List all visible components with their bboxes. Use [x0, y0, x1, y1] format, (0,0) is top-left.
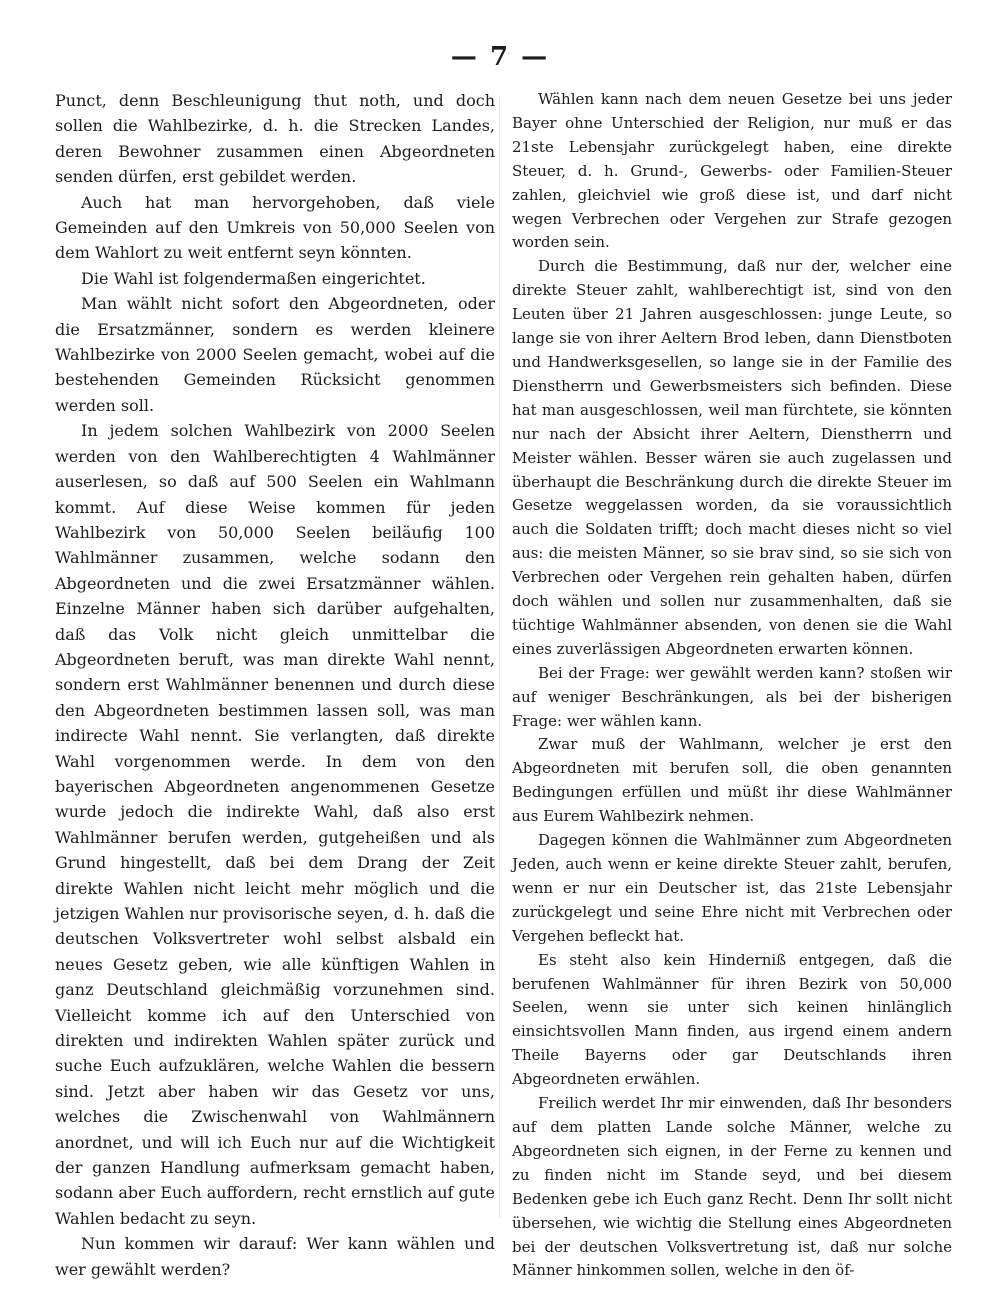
- paragraph: Man wählt nicht sofort den Abgeordneten, oder die Ersatzmänner, sondern es werden kleinere Wahlbezirke von 2000 Seelen gemacht, wobei auf die bestehenden Gemeinden Rücksicht genommen werden soll.: [55, 294, 495, 415]
- paragraph: In jedem solchen Wahlbezirk von 2000 Seelen werden von den Wahlberechtigten 4 Wahlmänner auserlesen, so daß auf 500 Seelen ein Wahlmann kommt. Auf diese Weise kommen für jeden Wahlbezirk von 50,000 Seelen beiläufig 100 Wahlmänner zusammen, welche sodann den Abgeordneten und die zwei Ersatzmänner wählen. Einzelne Männer haben sich darüber aufgehalten, daß das Volk nicht gleich unmittelbar die Abgeordneten beruft, was man direkte Wahl nennt, sondern erst Wahlmänner benennen und durch diese den Abgeordneten bestimmen lassen soll, was man indirecte Wahl nennt. Sie verlangten, daß direkte Wahl vorgenommen werde. In dem von den bayerischen Abgeordneten angenommenen Gesetze wurde jedoch die indirekte Wahl, daß also erst Wahlmänner berufen werden, gutgeheißen und als Grund hingestellt, daß bei dem Drang der Zeit direkte Wahlen nicht leicht mehr möglich und die jetzigen Wahlen nur provisorische seyen, d. h. daß die deutschen Volksvertreter wohl selbst alsbald ein neues Gesetz geben, wie alle künftigen Wahlen in ganz Deutschland gleichmäßig vorzunehmen sind. Vielleicht komme ich auf den Unterschied von direkten und indirekten Wahlen später zurück und suche Euch aufzuklären, welche Wahlen die bessern sind. Jetzt aber haben wir das Gesetz vor uns, welches die Zwischenwahl von Wahlmännern anordnet, und will ich Euch nur auf die Wichtigkeit der ganzen Handlung aufmerksam gemacht haben, sodann aber Euch auffordern, recht ernstlich auf gute Wahlen bedacht zu seyn.: [55, 421, 495, 1228]
- paragraph: Dagegen können die Wahlmänner zum Abgeordneten Jeden, auch wenn er keine direkte Steuer zahlt, berufen, wenn er nur ein Deutscher ist, das 21ste Lebensjahr zurückgelegt und seine Ehre nicht mit Verbrechen oder Vergehen befleckt hat.: [512, 831, 952, 945]
- paragraph: Wählen kann nach dem neuen Gesetze bei uns jeder Bayer ohne Unterschied der Religion, nur muß er das 21ste Lebensjahr zurückgelegt haben, eine direkte Steuer, d. h. Grund-, Gewerbs- oder Familien-Steuer zahlen, gleichviel wie groß diese ist, und darf nicht wegen Verbrechen oder Vergehen zur Strafe gezogen worden sein.: [512, 90, 952, 252]
- paragraph: Durch die Bestimmung, daß nur der, welcher eine direkte Steuer zahlt, wahlberechtigt ist, sind von den Leuten über 21 Jahren ausgeschlossen: junge Leute, so lange sie von ihrer Aeltern Brod leben, dann Dienstboten und Handwerksgesellen, so lange sie in der Familie des Dienstherrn und Gewerbsmeisters sich befinden. Diese hat man ausgeschlossen, weil man fürchtete, sie könnten nur nach der Absicht ihrer Aeltern, Dienstherrn und Meister wählen. Besser wären sie auch zugelassen und überhaupt die Beschränkung durch die direkte Steuer im Gesetze weggelassen worden, da sie voraussichtlich auch die Soldaten trifft; doch macht dieses nicht so viel aus: die meisten Männer, so sie brav sind, so sie sich von Verbrechen oder Vergehen rein gehalten haben, dürfen doch wählen und sollen nur zusammenhalten, daß sie tüchtige Wahlmänner absenden, von denen sie die Wahl eines zuverlässigen Abgeordneten erwarten können.: [512, 257, 952, 658]
- column-divider: [499, 98, 500, 1218]
- paragraph: Zwar muß der Wahlmann, welcher je erst den Abgeordneten mit berufen soll, die oben genannten Bedingungen erfüllen und müßt ihr diese Wahlmänner aus Eurem Wahlbezirk nehmen.: [512, 735, 952, 826]
- paragraph: Auch hat man hervorgehoben, daß viele Gemeinden auf den Umkreis von 50,000 Seelen von dem Wahlort zu weit entfernt seyn könnten.: [55, 192, 495, 263]
- paragraph: Nun kommen wir darauf: Wer kann wählen und wer gewählt werden?: [55, 1234, 495, 1279]
- right-column: [512, 88, 952, 1283]
- paragraph: Die Wahl ist folgendermaßen eingerichtet.: [81, 268, 426, 288]
- page-number: — 7 —: [450, 42, 550, 72]
- paragraph: Punct, denn Beschleunigung thut noth, und doch sollen die Wahlbezirke, d. h. die Strecken Landes, deren Bewohner zusammen einen Abgeordneten senden dürfen, erst gebildet werden.: [55, 91, 495, 187]
- paragraph: Freilich werdet Ihr mir einwenden, daß Ihr besonders auf dem platten Lande solche Männer, welche zu Abgeordneten sich eignen, in der Ferne zu kennen und zu finden nicht im Stande seyd, und bei diesem Bedenken gebe ich Euch ganz Recht. Denn Ihr sollt nicht übersehen, wie wichtig die Stellung eines Abgeordneten bei der deutschen Volksvertretung ist, daß nur solche Männer hinkommen sollen, welche in den öf-: [512, 1094, 952, 1280]
- left-column: [55, 88, 495, 1282]
- paragraph: Es steht also kein Hinderniß entgegen, daß die berufenen Wahlmänner für ihren Bezirk von 50,000 Seelen, wenn sie unter sich keinen hinlänglich einsichtsvollen Mann finden, aus irgend einem andern Theile Bayerns oder gar Deutschlands ihren Abgeordneten erwählen.: [512, 950, 952, 1089]
- paragraph: Bei der Frage: wer gewählt werden kann? stoßen wir auf weniger Beschränkungen, als bei der bisherigen Frage: wer wählen kann.: [512, 663, 952, 730]
